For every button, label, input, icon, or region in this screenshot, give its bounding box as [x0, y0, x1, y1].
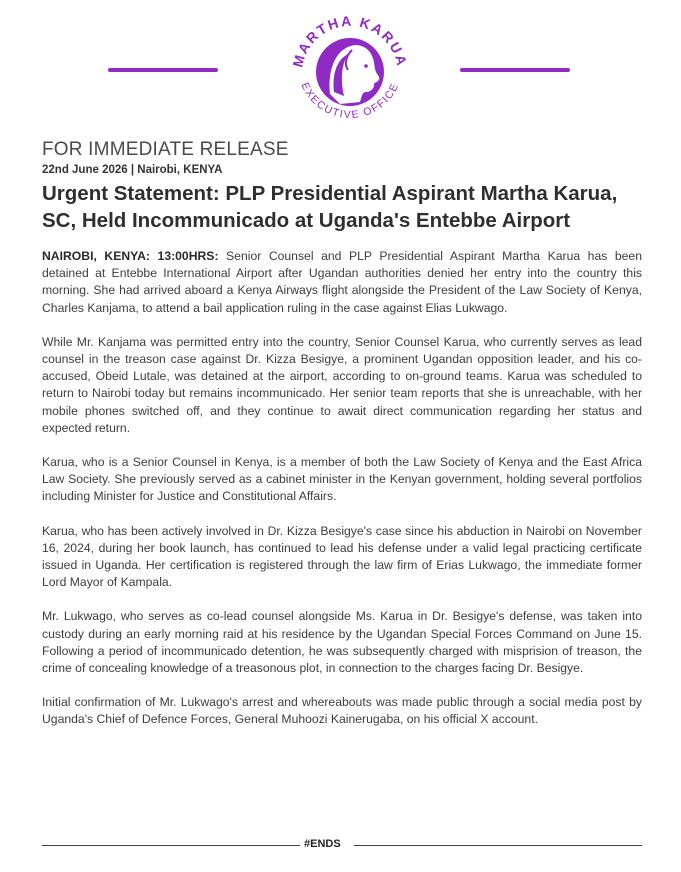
statement-body	[42, 248, 642, 746]
statement-title	[42, 180, 662, 234]
ends-dash-right	[354, 845, 642, 846]
dateline: 22nd June 2026 | Nairobi, KENYA	[42, 164, 223, 176]
paragraph-5: Mr. Lukwago, who serves as co-lead counsel alongside Ms. Karua in Dr. Besigye's defense, was taken into custody during an early morning raid at his residence by the Ugandan Special Forces Command on June 15. Following a period of incommunicado detention, he was subsequently charged with misprision of treason, the crime of concealing knowledge of a treasonous plot, in connection to the charges facing Dr. Besigye.	[42, 609, 642, 676]
logo-top-text: MARTHA KARUA	[289, 12, 411, 69]
paragraph-1	[42, 248, 642, 317]
header-rule-right	[460, 68, 570, 72]
ends-dash-left	[42, 845, 300, 846]
title-line-1: Urgent Statement: PLP Presidential Aspirant Martha Karua,	[42, 182, 618, 205]
ends-marker	[42, 838, 642, 852]
paragraph-6: Initial confirmation of Mr. Lukwago's arrest and whereabouts was made public through a social media post by Uganda's Chief of Defence Forces, General Muhoozi Kainerugaba, on his official X account.	[42, 695, 642, 727]
paragraph-2: While Mr. Kanjama was permitted entry into the country, Senior Counsel Karua, who currently serves as lead counsel in the treason case against Dr. Kizza Besigye, a prominent Ugandan opposition leader, and his co-accused, Obeid Lutale, was detained at the airport, according to on-ground teams. Karua was scheduled to return to Nairobi today but remains incommunicado. Her senior team reports that she is unreachable, with her mobile phones switched off, and they continue to await direct communication regarding her status and expected return.	[42, 334, 642, 435]
release-label: FOR IMMEDIATE RELEASE	[42, 139, 289, 160]
letterhead	[0, 0, 681, 138]
header-rule-left	[108, 68, 218, 72]
paragraph-4: Karua, who has been actively involved in Dr. Kizza Besigye's case since his abduction in Nairobi on November 16, 2024, during her book launch, has continued to lead his defense under a valid legal practicing certificate issued in Uganda. Her certification is registered through the law firm of Erias Lukwago, the immediate former Lord Mayor of Kampala.	[42, 523, 642, 590]
title-line-2: SC, Held Incommunicado at Uganda's Entebbe Airport	[42, 209, 571, 232]
paragraph-1-text: Senior Counsel and PLP Presidential Aspirant Martha Karua has been detained at Entebbe International Airport after Ugandan authorities denied her entry into the country this morning. She had arrived aboard a Kenya Airways flight alongside the President of the Law Society of Kenya, Charles Kanjama, to attend a bail application ruling in the case against Elias Lukwago.	[42, 249, 642, 315]
logo-bottom-text: EXECUTIVE OFFICE	[298, 80, 402, 122]
paragraph-1-lead: NAIROBI, KENYA: 13:00HRS:	[42, 249, 219, 263]
martha-karua-logo	[282, 6, 418, 136]
ends-label: #ENDS	[304, 838, 341, 850]
paragraph-3: Karua, who is a Senior Counsel in Kenya, is a member of both the Law Society of Kenya and the East Africa Law Society. She previously served as a cabinet minister in the Kenyan government, holding several portfolios including Minister for Justice and Constitutional Affairs.	[42, 455, 642, 504]
portrait-silhouette-icon	[316, 38, 384, 106]
